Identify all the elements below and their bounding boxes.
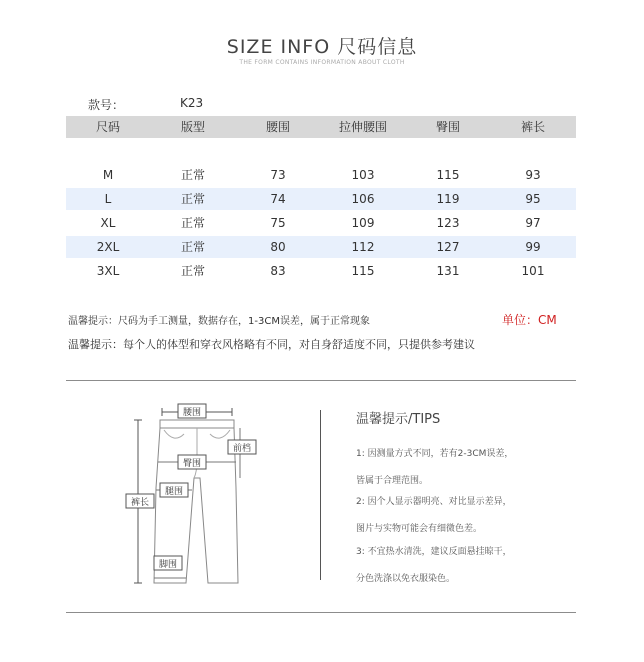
column-header-waist: 腰围 bbox=[265, 120, 290, 134]
length-tag: 裤长 bbox=[130, 498, 150, 508]
tip-line: 图片与实物可能会有细微色差。 bbox=[356, 524, 483, 534]
table-row bbox=[66, 236, 576, 258]
table-cell: 74 bbox=[270, 192, 286, 206]
measurement-note: 温馨提示：尺码为手工测量，数据存在，1-3CM误差，属于正常现象 bbox=[68, 316, 370, 327]
table-cell: 131 bbox=[436, 264, 460, 278]
tip-line: 2: 因个人显示器明亮、对比显示差异， bbox=[356, 497, 512, 507]
table-cell: 112 bbox=[351, 240, 375, 254]
tip-line: 3: 不宜热水清洗，建议反面悬挂晾干， bbox=[356, 547, 512, 557]
table-cell: 115 bbox=[351, 264, 375, 278]
diagram-tips-separator bbox=[320, 410, 321, 580]
table-cell: 127 bbox=[436, 240, 460, 254]
column-header-length: 裤长 bbox=[520, 120, 545, 134]
table-cell: 123 bbox=[436, 216, 460, 230]
table-cell: 正常 bbox=[180, 216, 205, 230]
waist-tag: 腰围 bbox=[182, 408, 202, 418]
tip-line: 皆属于合理范围。 bbox=[356, 476, 429, 486]
pants-measurement-diagram bbox=[120, 398, 280, 588]
table-row bbox=[66, 260, 576, 282]
page-subtitle: THE FORM CONTAINS INFORMATION ABOUT CLOTH bbox=[239, 59, 405, 66]
tip-line: 分色洗涤以免衣服染色。 bbox=[356, 574, 456, 584]
style-number-label: 款号： bbox=[88, 98, 125, 112]
table-cell: 93 bbox=[525, 168, 541, 182]
table-cell: 正常 bbox=[180, 240, 205, 254]
table-row bbox=[66, 164, 576, 186]
page-title: SIZE INFO 尺码信息 bbox=[226, 36, 418, 58]
table-cell: 正常 bbox=[180, 168, 205, 182]
table-cell: 109 bbox=[351, 216, 375, 230]
table-cell: 115 bbox=[436, 168, 460, 182]
table-cell: 3XL bbox=[96, 264, 120, 278]
column-header-stretch-waist: 拉伸腰围 bbox=[338, 120, 387, 134]
table-cell: M bbox=[102, 168, 114, 182]
table-cell: 75 bbox=[270, 216, 286, 230]
divider-top bbox=[66, 380, 576, 381]
hip-tag: 臀围 bbox=[182, 459, 202, 469]
table-cell: 83 bbox=[270, 264, 286, 278]
table-cell: 101 bbox=[521, 264, 545, 278]
table-row bbox=[66, 188, 576, 210]
divider-bottom bbox=[66, 612, 576, 613]
table-cell: 95 bbox=[525, 192, 541, 206]
tips-title: 温馨提示/TIPS bbox=[356, 412, 441, 427]
unit-label: 单位：CM bbox=[502, 313, 557, 327]
column-header-fit: 版型 bbox=[180, 120, 205, 134]
table-cell: 73 bbox=[270, 168, 286, 182]
table-cell: 正常 bbox=[180, 192, 205, 206]
table-cell: L bbox=[104, 192, 112, 206]
table-cell: 正常 bbox=[180, 264, 205, 278]
style-number-value: K23 bbox=[180, 96, 204, 110]
pants-diagram-svg bbox=[120, 398, 280, 588]
table-cell: 80 bbox=[270, 240, 286, 254]
hem-tag: 脚围 bbox=[158, 560, 178, 570]
front-rise-tag: 前档 bbox=[232, 444, 252, 454]
thigh-tag: 腿围 bbox=[164, 487, 184, 497]
column-header-hip: 臀围 bbox=[435, 120, 460, 134]
table-cell: 103 bbox=[351, 168, 375, 182]
size-table-header bbox=[66, 116, 576, 138]
table-cell: 99 bbox=[525, 240, 541, 254]
table-cell: XL bbox=[100, 216, 116, 230]
fit-note: 温馨提示：每个人的体型和穿衣风格略有不同，对自身舒适度不同，只提供参考建议 bbox=[68, 338, 475, 351]
table-row bbox=[66, 212, 576, 234]
column-header-size: 尺码 bbox=[95, 120, 120, 134]
table-cell: 2XL bbox=[96, 240, 120, 254]
tip-line: 1: 因测量方式不同，若有2-3CM误差， bbox=[356, 449, 514, 459]
table-cell: 119 bbox=[436, 192, 460, 206]
table-cell: 97 bbox=[525, 216, 541, 230]
table-cell: 106 bbox=[351, 192, 375, 206]
